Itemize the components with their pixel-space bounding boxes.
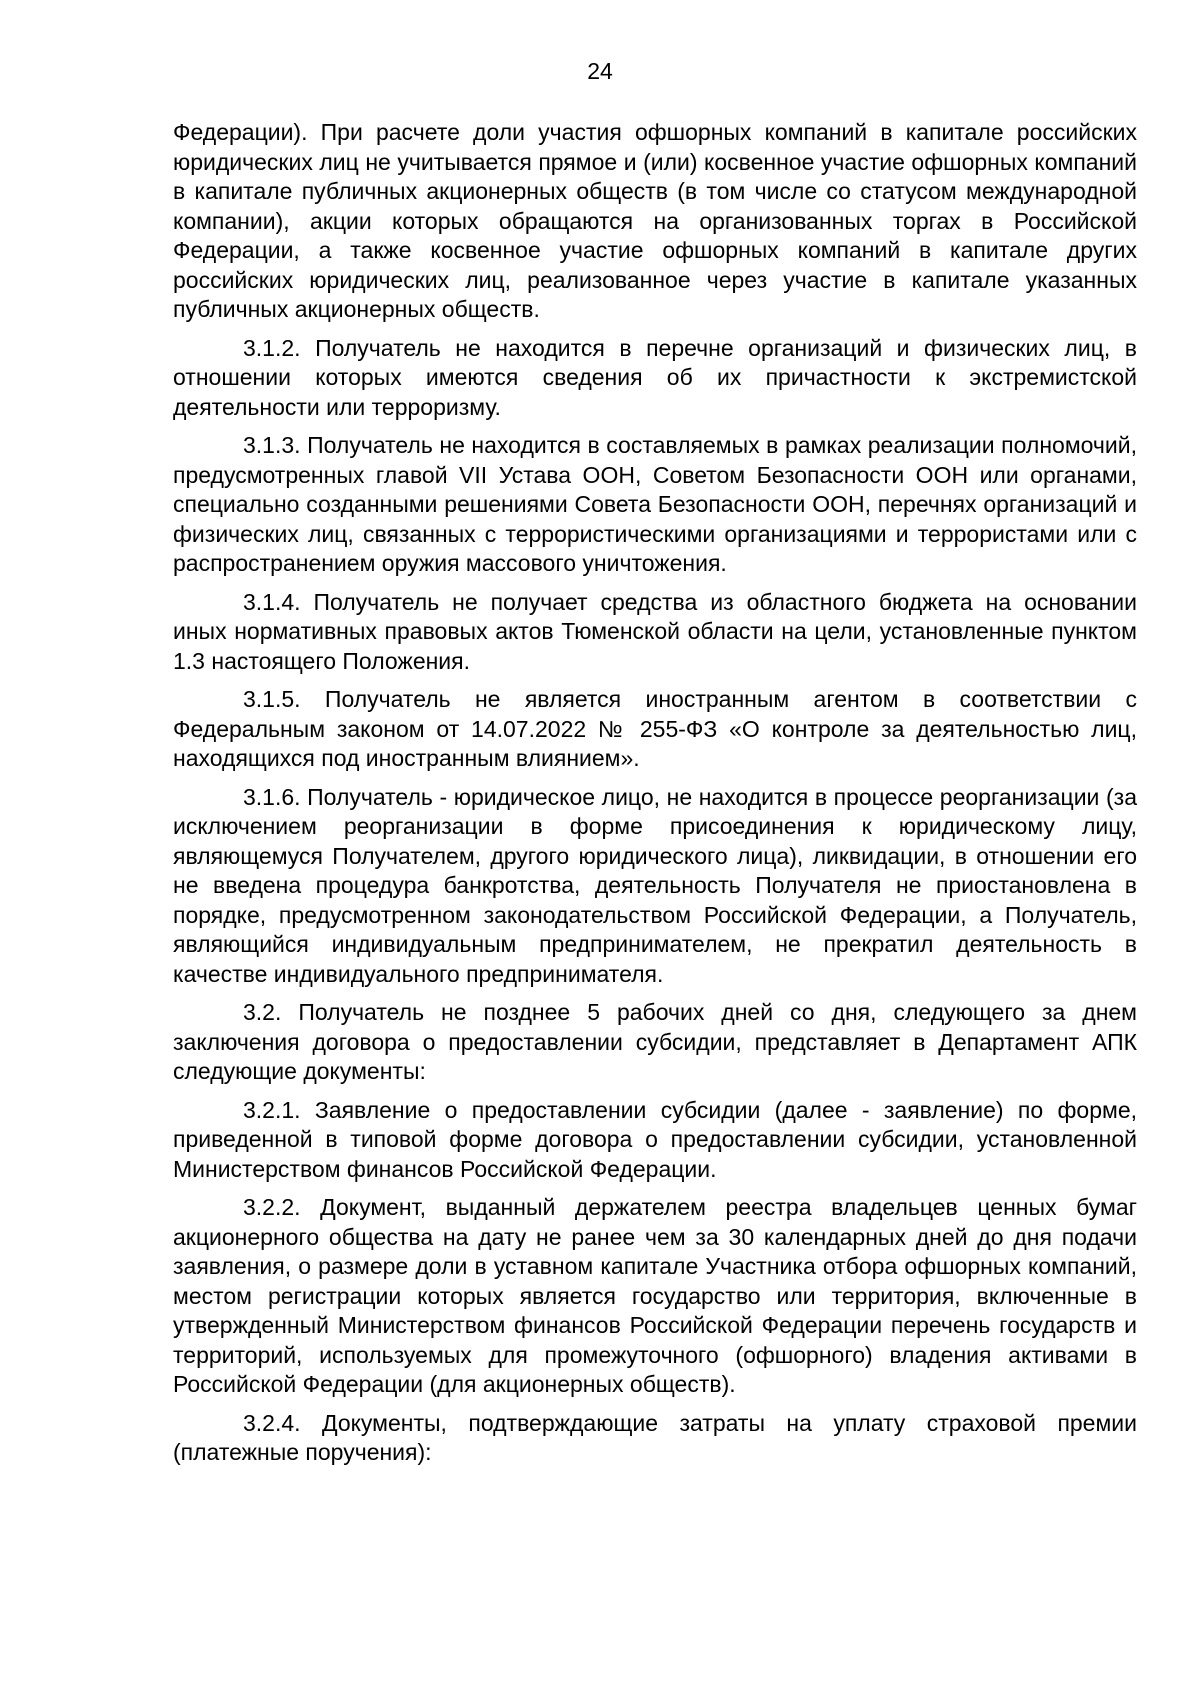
paragraph-3-2-4: 3.2.4. Документы, подтверждающие затраты на уплату страховой премии (платежные поручения): [173, 1409, 1137, 1465]
paragraph-3-1-5: 3.1.5. Получатель не является иностранным агентом в соответствии с Федеральным законом от 14.07.2022 № 255-ФЗ «О контроле за деятельностью лиц, находящихся под иностранным влиянием». [173, 686, 1137, 771]
paragraph-3-2-1: 3.2.1. Заявление о предоставлении субсидии (далее - заявление) по форме, приведенной в типовой форме договора о предоставлении субсидии, установленной Министерством финансов Российской Федерации. [173, 1096, 1137, 1182]
paragraph-3-1-6: 3.1.6. Получатель - юридическое лицо, не находится в процессе реорганизации (за исключением реорганизации в форме присоединения к юридическому лицу, являющемуся Получателем, другого юридического лица), ликвидации, в отношении его не введена процедура банкротства, деятельность Получателя не приостановлена в порядке, предусмотренном законодательством Российской Федерации, а Получатель, являющийся индивидуальным предпринимателем, не прекратил деятельность в качестве индивидуального предпринимателя. [173, 783, 1137, 987]
paragraph-3-1-2: 3.1.2. Получатель не находится в перечне организаций и физических лиц, в отношении которых имеются сведения об их причастности к экстремистской деятельности или терроризму. [173, 334, 1137, 420]
document-body [173, 118, 1137, 1477]
paragraph-3-2-2: 3.2.2. Документ, выданный держателем реестра владельцев ценных бумаг акционерного общества на дату не ранее чем за 30 календарных дней до дня подачи заявления, о размере доли в уставном капитале Участника отбора офшорных компаний, местом регистрации которых является государство или территория, включенные в утвержденный Министерством финансов Российской Федерации перечень государств и территорий, используемых для промежуточного (офшорного) владения активами в Российской Федерации (для акционерных обществ). [173, 1194, 1137, 1397]
paragraph-3-2: 3.2. Получатель не позднее 5 рабочих дней со дня, следующего за днем заключения договора о предоставлении субсидии, представляет в Департамент АПК следующие документы: [173, 999, 1137, 1084]
paragraph-3-1-3: 3.1.3. Получатель не находится в составляемых в рамках реализации полномочий, предусмотренных главой VII Устава ООН, Советом Безопасности ООН или органами, специально созданными решениями Совета Безопасности ООН, перечнях организаций и физических лиц, связанных с террористическими организациями и террористами или с распространением оружия массового уничтожения. [173, 432, 1137, 576]
page-number: 24 [587, 58, 613, 84]
paragraph-continuation: Федерации). При расчете доли участия офшорных компаний в капитале российских юридических лиц не учитывается прямое и (или) косвенное участие офшорных компаний в капитале публичных акционерных обществ (в том числе со статусом международной компании), акции которых обращаются на организованных торгах в Российской Федерации, а также косвенное участие офшорных компаний в капитале других российских юридических лиц, реализованное через участие в капитале указанных публичных акционерных обществ. [173, 119, 1137, 322]
paragraph-3-1-4: 3.1.4. Получатель не получает средства из областного бюджета на основании иных нормативных правовых актов Тюменской области на цели, установленные пунктом 1.3 настоящего Положения. [173, 588, 1137, 674]
